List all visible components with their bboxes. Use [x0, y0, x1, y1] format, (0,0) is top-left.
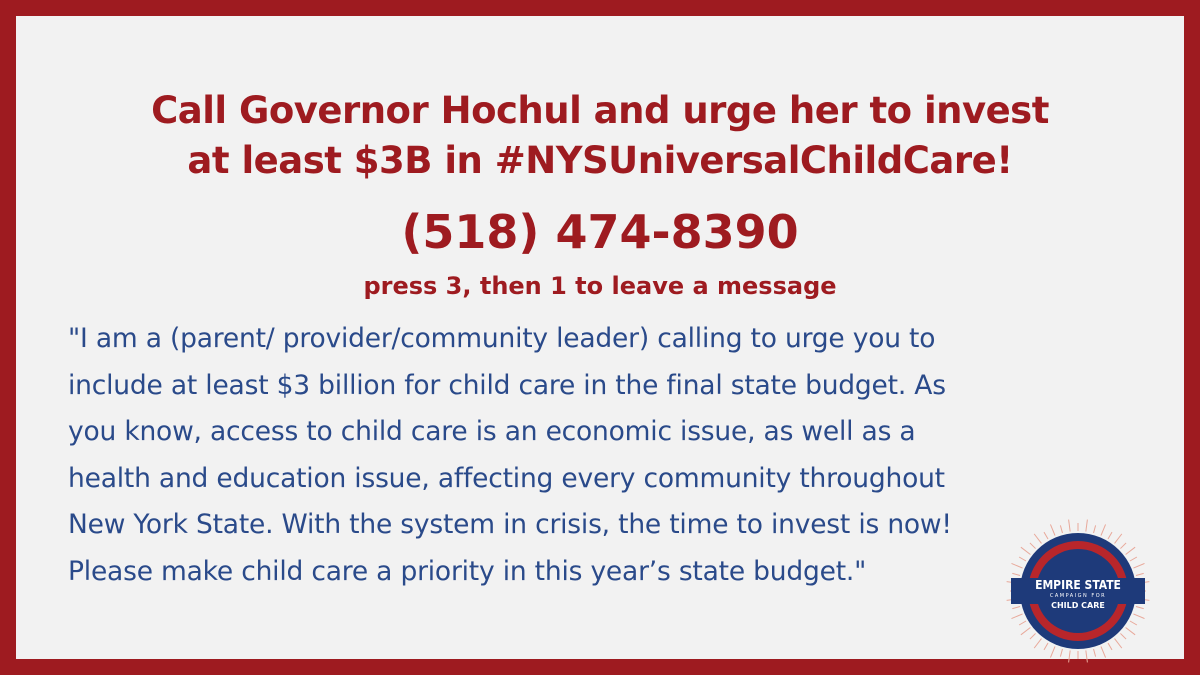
sunburst-ray — [1136, 573, 1144, 575]
script-line: health and education issue, affecting every community throughout — [68, 462, 945, 494]
sunburst-ray — [1011, 614, 1022, 619]
sunburst-ray — [1086, 520, 1088, 532]
sunburst-ray — [1021, 628, 1031, 635]
script-line: "I am a (parent/ provider/community leader) calling to urge you to — [68, 323, 936, 354]
sunburst-ray — [1120, 633, 1126, 639]
logo-text-line-3: CHILD CARE — [1051, 601, 1105, 610]
sunburst-ray — [1136, 607, 1144, 609]
sunburst-ray — [1069, 520, 1071, 532]
script-line: Please make child care a priority in this year’s state budget." — [68, 555, 867, 587]
sunburst-ray — [1108, 532, 1112, 539]
sunburst-ray — [1094, 649, 1096, 657]
headline-line-2: at least $3B in #NYSUniversalChildCare! — [187, 139, 1013, 182]
sunburst-ray — [1019, 557, 1026, 561]
sunburst-ray — [1060, 525, 1062, 533]
sunburst-ray — [1101, 524, 1106, 535]
logo-text-line-1: EMPIRE STATE — [1035, 578, 1121, 592]
sunburst-ray — [1115, 639, 1122, 649]
sunburst-ray — [1133, 614, 1144, 619]
sunburst-ray — [1133, 563, 1144, 568]
sunburst-ray — [1130, 557, 1137, 561]
script-line: you know, access to child care is an economic issue, as well as a — [68, 416, 916, 447]
headline — [16, 86, 1184, 186]
sunburst-ray — [1012, 573, 1020, 575]
sunburst-ray — [1060, 649, 1062, 657]
logo-text-line-2: CAMPAIGN FOR — [1049, 593, 1107, 599]
sunburst-ray — [1069, 650, 1071, 662]
call-instructions: press 3, then 1 to leave a message — [363, 272, 837, 300]
sunburst-ray — [1030, 633, 1036, 639]
sunburst-ray — [1034, 534, 1041, 544]
sunburst-ray — [1021, 547, 1031, 554]
sunburst-ray — [1044, 532, 1048, 539]
script-line: include at least $3 billion for child care in the final state budget. As — [68, 369, 946, 401]
sunburst-ray — [1126, 628, 1136, 635]
sunburst-ray — [1012, 607, 1020, 609]
sunburst-ray — [1108, 643, 1112, 650]
sunburst-ray — [1050, 524, 1055, 535]
sunburst-ray — [1011, 563, 1022, 568]
sunburst-ray — [1050, 646, 1055, 657]
empire-state-campaign-logo — [1003, 516, 1153, 666]
sunburst-ray — [1115, 534, 1122, 544]
sunburst-ray — [1101, 646, 1106, 657]
sunburst-ray — [1094, 525, 1096, 533]
sunburst-ray — [1130, 621, 1137, 625]
headline-line-1: Call Governor Hochul and urge her to invest — [151, 89, 1049, 132]
phone-number: (518) 474-8390 — [401, 205, 799, 259]
sunburst-ray — [1030, 543, 1036, 549]
sunburst-ray — [1044, 643, 1048, 650]
sunburst-ray — [1120, 543, 1126, 549]
script-line: New York State. With the system in crisis, the time to invest is now! — [68, 509, 952, 540]
sunburst-ray — [1019, 621, 1026, 625]
call-script — [68, 316, 1128, 595]
sunburst-ray — [1086, 650, 1088, 662]
sunburst-ray — [1034, 639, 1041, 649]
sunburst-ray — [1126, 547, 1136, 554]
